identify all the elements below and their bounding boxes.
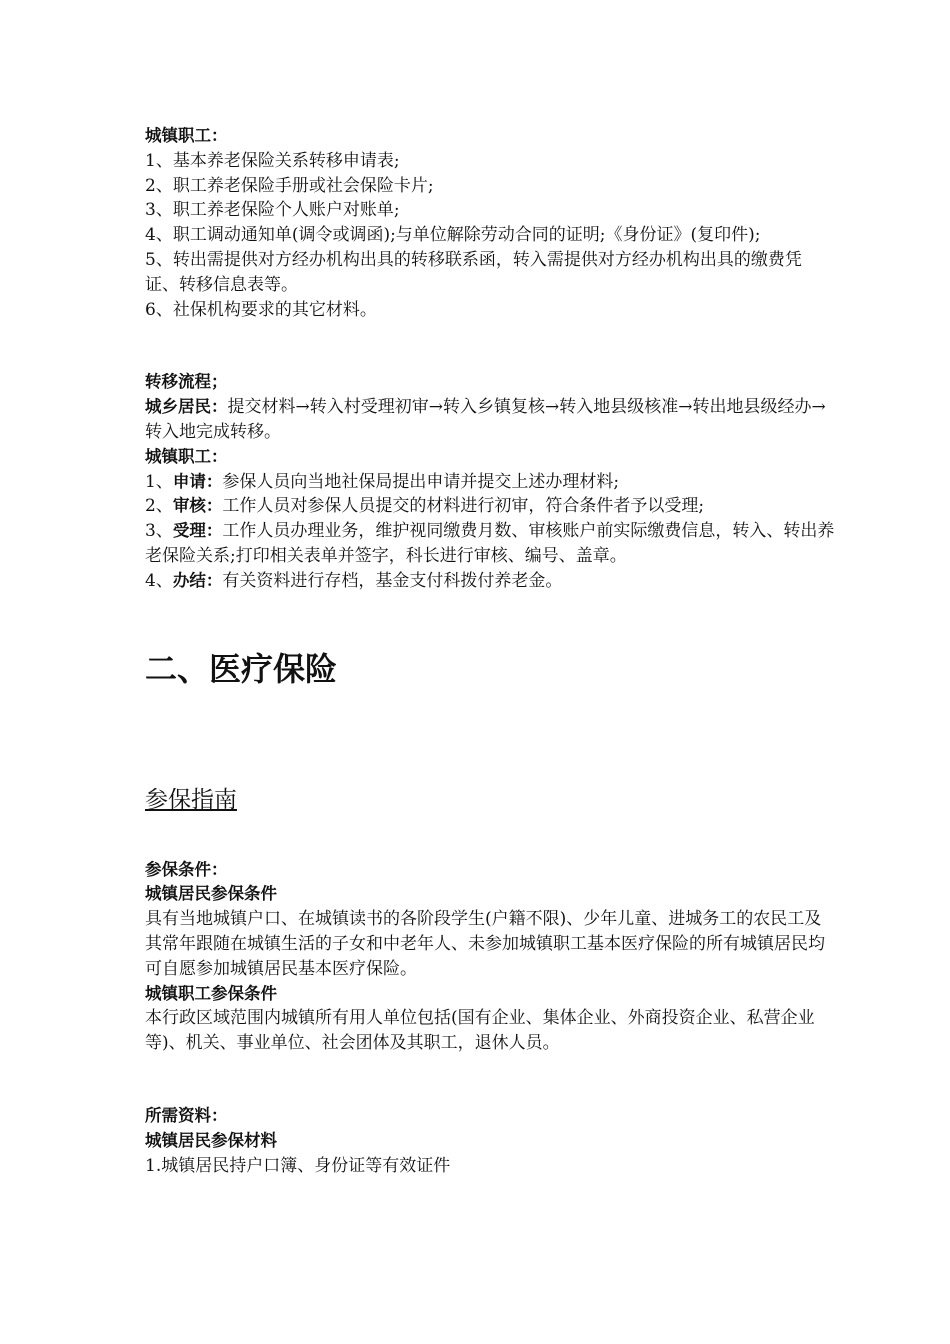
- step-label: 受理：: [172, 521, 223, 541]
- step-label: 申请：: [172, 471, 223, 491]
- process-step: 1、申请：参保人员向当地社保局提出申请并提交上述办理材料;: [145, 471, 620, 492]
- urban-process-label: 城镇职工：: [145, 446, 228, 466]
- list-item: 2、职工养老保险手册或社会保险卡片;: [145, 175, 434, 196]
- list-item: 6、社保机构要求的其它材料。: [145, 299, 377, 320]
- resident-conditions-text: 具有当地城镇户口、在城镇读书的各阶段学生(户籍不限)、少年儿童、进城务工的农民工及其常年跟随在城镇生活的子女和中老年人、未参加城镇职工基本医疗保险的所有城镇居民均可自愿参加城镇居民基本医疗保险。: [145, 909, 825, 979]
- document-content: [145, 124, 835, 1178]
- materials-heading: 所需资料：: [145, 1105, 228, 1125]
- guide-title: 参保指南: [145, 786, 237, 813]
- urban-worker-heading: 城镇职工：: [145, 126, 228, 145]
- list-item: 4、职工调动通知单(调令或调函);与单位解除劳动合同的证明;《身份证》(复印件);: [145, 225, 761, 246]
- step-label: 办结：: [172, 570, 223, 590]
- list-item: 1.城镇居民持户口簿、身份证等有效证件: [145, 1155, 451, 1176]
- rural-text: 提交材料→转入村受理初审→转入乡镇复核→转入地县级核准→转出地县级经办→转入地完成转移。: [145, 397, 826, 442]
- rural-label: 城乡居民：: [145, 397, 228, 417]
- process-step: 4、办结：有关资料进行存档，基金支付科拨付养老金。: [145, 570, 563, 591]
- rural-process: [145, 395, 835, 445]
- resident-materials-label: 城镇居民参保材料: [145, 1130, 277, 1150]
- worker-conditions-label: 城镇职工参保条件: [145, 983, 277, 1003]
- step-label: 审核：: [172, 496, 223, 516]
- section-title: 二、医疗保险: [145, 649, 338, 688]
- resident-conditions-label: 城镇居民参保条件: [145, 884, 277, 904]
- list-item: 3、职工养老保险个人账户对账单;: [145, 200, 400, 221]
- transfer-process-heading: 转移流程；: [145, 372, 228, 392]
- list-item: 5、转出需提供对方经办机构出具的转移联系函，转入需提供对方经办机构出具的缴费凭证、转移信息表等。: [145, 249, 802, 295]
- worker-conditions-text: 本行政区域范围内城镇所有用人单位包括(国有企业、集体企业、外商投资企业、私营企业等)、机关、事业单位、社会团体及其职工，退休人员。: [145, 1008, 815, 1054]
- conditions-heading: 参保条件：: [145, 859, 228, 879]
- process-step: 3、受理：工作人员办理业务，维护视同缴费月数、审核账户前实际缴费信息，转入、转出养老保险关系;打印相关表单并签字，科长进行审核、编号、盖章。: [145, 521, 835, 566]
- process-step: 2、审核：工作人员对参保人员提交的材料进行初审，符合条件者予以受理;: [145, 496, 705, 517]
- list-item: 1、基本养老保险关系转移申请表;: [145, 150, 400, 171]
